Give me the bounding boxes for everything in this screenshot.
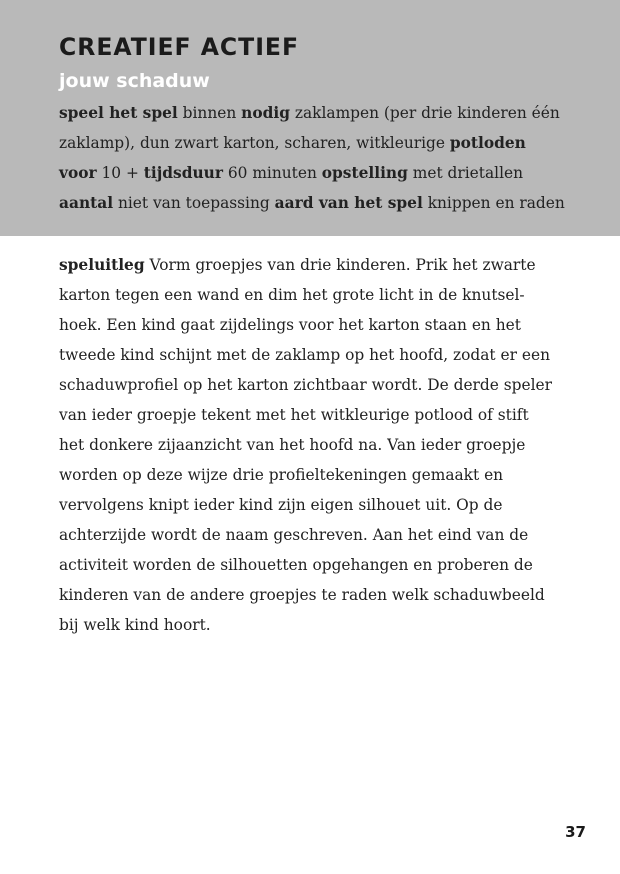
game-instructions: [59, 250, 564, 640]
spec-label: speel het spel: [59, 104, 178, 122]
spec-line: [59, 128, 564, 158]
body-line: hoek. Een kind gaat zijdelings voor het karton staan en het: [59, 316, 521, 334]
activity-specs: [59, 98, 564, 218]
spec-value: niet van toepassing: [113, 194, 275, 212]
body-line: activiteit worden de silhouetten opgehangen en proberen de: [59, 556, 533, 574]
body-line-text: Vorm groepjes van drie kinderen. Prik het zwarte: [144, 256, 536, 274]
spec-value: binnen: [177, 104, 242, 122]
spec-value: met drietallen: [407, 164, 524, 182]
spec-value: 10 +: [96, 164, 144, 182]
page-number: 37: [565, 823, 586, 841]
body-line: achterzijde wordt de naam geschreven. Aan het eind van de: [59, 526, 529, 544]
body-line: kinderen van de andere groepjes te raden welk schaduwbeeld: [59, 586, 545, 604]
spec-label: opstelling: [321, 164, 408, 182]
spec-value: 60 minuten: [222, 164, 322, 182]
body-line: karton tegen een wand en dim het grote licht in de knutsel-: [59, 286, 525, 304]
body-line: bij welk kind hoort.: [59, 616, 211, 634]
body-line: vervolgens knipt ieder kind zijn eigen silhouet uit. Op de: [59, 496, 503, 514]
spec-line: [59, 158, 564, 188]
section-title: CREATIEF ACTIEF: [59, 33, 300, 61]
spec-label: potloden: [449, 134, 526, 152]
spec-value: zaklamp), dun zwart karton, scharen, witkleurige: [59, 134, 450, 152]
spec-label: tijdsduur: [143, 164, 223, 182]
spec-line: [59, 98, 564, 128]
spec-line: [59, 188, 564, 218]
body-line: tweede kind schijnt met de zaklamp op het hoofd, zodat er een: [59, 346, 550, 364]
spec-label: voor: [59, 164, 97, 182]
body-line: worden op deze wijze drie profieltekeningen gemaakt en: [59, 466, 504, 484]
spec-value: zaklampen (per drie kinderen één: [289, 104, 560, 122]
body-line: schaduwprofiel op het karton zichtbaar wordt. De derde speler: [59, 376, 553, 394]
body-line: het donkere zijaanzicht van het hoofd na. Van ieder groepje: [59, 436, 526, 454]
body-line: [59, 250, 564, 280]
instructions-label: speluitleg: [59, 256, 145, 274]
spec-value: knippen en raden: [422, 194, 565, 212]
spec-label: nodig: [241, 104, 290, 122]
activity-title: jouw schaduw: [59, 70, 210, 92]
body-line: van ieder groepje tekent met het witkleurige potlood of stift: [59, 406, 529, 424]
spec-label: aantal: [59, 194, 114, 212]
spec-label: aard van het spel: [274, 194, 423, 212]
